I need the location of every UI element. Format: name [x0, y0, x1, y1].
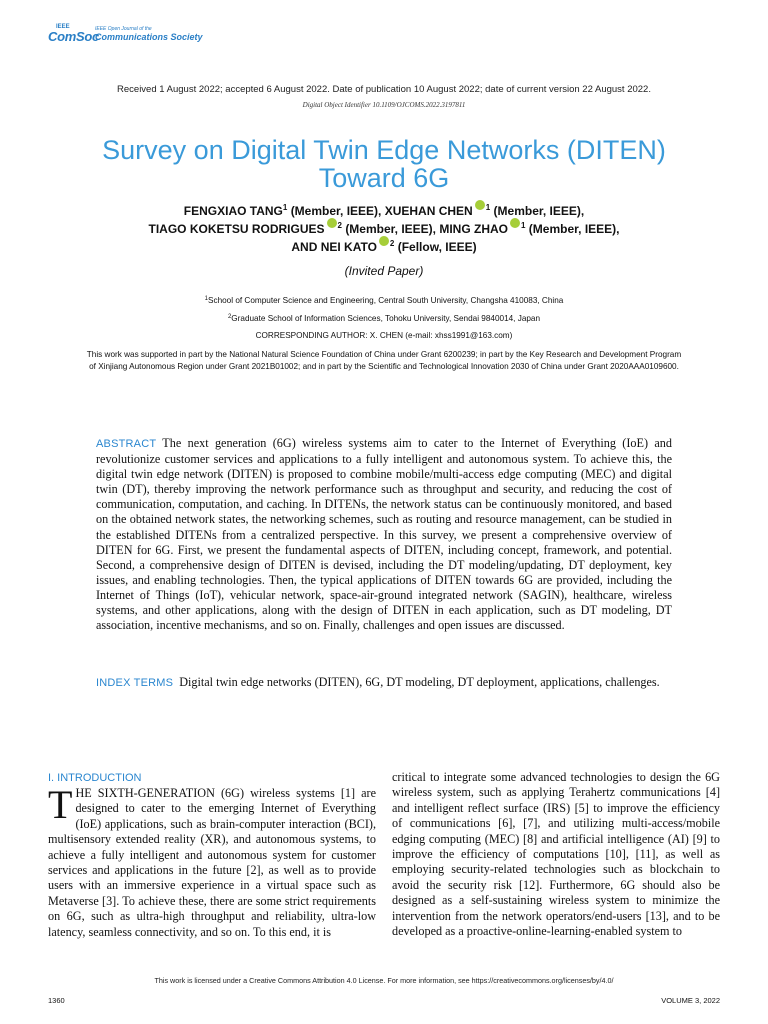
abstract-label: ABSTRACT — [96, 438, 157, 450]
title-line-2: Toward 6G — [318, 163, 450, 193]
author-1-name: FENGXIAO TANG — [183, 204, 283, 218]
author-5-aff: 2 — [389, 239, 395, 248]
society-name: Communications Society — [95, 32, 203, 42]
index-terms — [96, 675, 672, 691]
abstract-text: The next generation (6G) wireless systems aim to cater to the Internet of Everything (IoE) and revolutionize customer services and applications to a fully intelligent and autonomous system. To achieve this, the digital twin edge network (DITEN) is proposed to combine mobile/multi-access edge computing (MEC) and digital twin (DT), thereby improving the network performance such as throughput and security, and reducing the cost of communication, computation, and caching. In DITENs, the network status can be continuously monitored, and based on the obtained network states, the networking schemes, such as routing and resource management, can be studied in the established DITENs from a centralized perspective. In this survey, we present a comprehensive overview of DITEN for 6G. First, we present the fundamental aspects of DITEN, including concept, framework, and potential. Second, a comprehensive design of DITEN is devised, including the DT modeling/updating, DT deployment, key issues, and enabling technologies. Then, the typical applications of DITEN towards 6G are provided, including the Internet of Things (IoT), vehicular network, space-air-ground integrated network (SAGIN), healthcare, wireless systems, and other applications, along with the design of DITEN in each application, such as DT modeling, DT association, incentive mechanisms, and so on. Finally, challenges and open issues are discussed. — [96, 436, 672, 633]
intro-left-text: HE SIXTH-GENERATION (6G) wireless systems [1] are designed to cater to the emerging Internet of Everything (IoE) applications, such as brain-computer interaction (BCI), multisensory extended reality (XR), and autonomous systems, to achieve a fully intelligent and autonomous system for customer services and applications in the future [2], as well as to provide users with an immersive experience in a virtual space such as Metaverse [3]. To achieve these, there are some strict requirements on 6G, such as ultra-high throughput and reliability, ultra-low latency, seamless connectivity, and so on. To this end, it is — [48, 786, 376, 939]
aff-2-num: 2 — [227, 314, 232, 320]
title-line-1: Survey on Digital Twin Edge Networks (DITEN) — [102, 135, 666, 165]
index-terms-label: INDEX TERMS — [96, 677, 174, 689]
orcid-icon[interactable] — [327, 218, 337, 228]
aff-1-num: 1 — [204, 296, 209, 302]
invited-paper: (Invited Paper) — [344, 264, 424, 278]
comsoc-logo-mark — [48, 24, 99, 44]
corresponding-author: CORRESPONDING AUTHOR: X. CHEN (e-mail: xhss1991@163.com) — [255, 331, 513, 340]
page-number: 1360 — [48, 996, 65, 1005]
aff-1-text: School of Computer Science and Engineering, Central South University, Changsha 410083, China — [208, 296, 564, 305]
paper-title — [0, 136, 768, 192]
affiliation-1 — [0, 296, 768, 305]
journal-logo — [48, 26, 238, 46]
license-notice: This work is licensed under a Creative Commons Attribution 4.0 License. For more information, see https://creativecommons.org/licenses/by/4.0/ — [154, 976, 614, 985]
author-1-aff: 1 — [282, 203, 288, 212]
author-line-1 — [0, 200, 768, 218]
affiliation-2 — [0, 314, 768, 323]
author-5-name: AND NEI KATO — [291, 240, 377, 254]
author-3-role: (Member, IEEE), MING ZHAO — [345, 222, 508, 236]
received-dates: Received 1 August 2022; accepted 6 August 2022. Date of publication 10 August 2022; date of current version 22 August 2022. — [117, 84, 651, 95]
logo-main: ComSoc — [48, 29, 99, 44]
volume-info: VOLUME 3, 2022 — [661, 996, 720, 1005]
orcid-icon[interactable] — [510, 218, 520, 228]
intro-right-text: critical to integrate some advanced technologies to design the 6G wireless system, such as applying Terahertz communications [4] and intelligent reflect surface (IRS) [5] to improve the efficiency of communications [6], [7], and utilizing multi-access/mobile edging computing (MEC) [8] and artificial intelligence (AI) [9] to improve the efficiency of computations [10], [11], as well as employing security-related technologies such as blockchain to avoid the security risk [12]. Furthermore, 6G should also be designed as a self-sustaining wireless system to minimize the intervention from the network operators/end-users [13], and to be developed as a proactive-online-learning-enabled system to — [392, 770, 720, 939]
logo-sup: IEEE — [56, 24, 70, 30]
journal-tag: IEEE Open Journal of the — [95, 26, 152, 32]
funding-statement: This work was supported in part by the National Natural Science Foundation of China under Grant 6200239; in part by the Key Research and Development Program of Xinjiang Autonomous Region under Grant 2021B01002; and in part by the Scientific and Technological Innovation 2030 of China under Grant 2020AAA0109600. — [86, 350, 682, 371]
author-3-name: TIAGO KOKETSU RODRIGUES — [148, 222, 325, 236]
orcid-icon[interactable] — [475, 200, 485, 210]
author-line-2 — [0, 218, 768, 236]
author-5-role: (Fellow, IEEE) — [397, 240, 477, 254]
author-line-3 — [0, 236, 768, 254]
author-2-aff: 1 — [485, 203, 491, 212]
aff-2-text: Graduate School of Information Sciences, Tohoku University, Sendai 9840014, Japan — [231, 314, 541, 323]
author-3-aff: 2 — [337, 221, 342, 230]
author-2-role: (Member, IEEE), — [493, 204, 585, 218]
abstract — [96, 436, 672, 633]
orcid-icon[interactable] — [379, 236, 389, 246]
author-1-role: (Member, IEEE), XUEHAN CHEN — [290, 204, 473, 218]
drop-cap: T — [48, 782, 73, 827]
doi-line: Digital Object Identifier 10.1109/OJCOMS.2022.3197811 — [302, 101, 466, 109]
index-terms-text: Digital twin edge networks (DITEN), 6G, DT modeling, DT deployment, applications, challenges. — [179, 675, 660, 689]
body-column-left — [48, 770, 376, 940]
section-heading: I. INTRODUCTION — [48, 772, 142, 784]
author-4-aff: 1 — [521, 221, 526, 230]
body-column-right — [392, 770, 720, 939]
author-4-role: (Member, IEEE), — [528, 222, 620, 236]
